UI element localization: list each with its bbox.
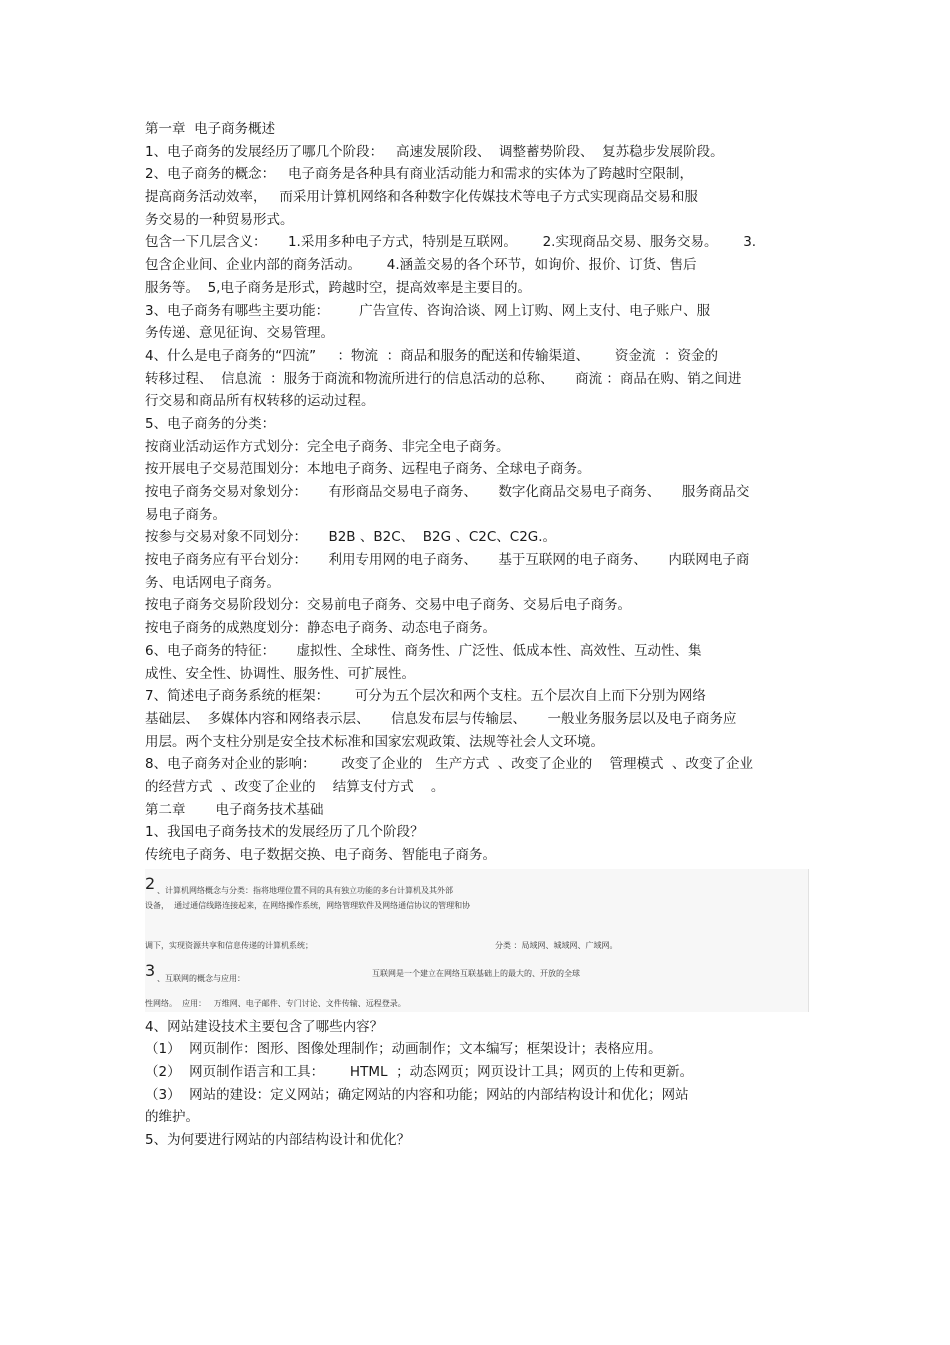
text-line: 按商业活动运作方式划分：完全电子商务、非完全电子商务。 [145,438,510,455]
text-line: 第一章 电子商务概述 [145,121,276,137]
scan-q3-number: 3 [145,960,156,980]
text-line: 用层。两个支柱分别是安全技术标准和国家宏观政策、法规等社会人文环境。 [145,733,604,750]
text-line: 5、电子商务的分类： [145,415,276,432]
text-line: 易电子商务。 [145,506,226,523]
text-line: 7、简述电子商务系统的框架： 可分为五个层次和两个支柱。五个层次自上而下分别为网络 [145,688,706,705]
text-line: 传统电子商务、电子数据交换、电子商务、智能电子商务。 [145,847,496,863]
text-line: 第二章 电子商务技术基础 [145,801,324,818]
text-line: （3） 网站的建设：定义网站；确定网站的内容和功能；网站的内部结构设计和优化；网站 [145,1086,689,1103]
text-line: 成性、安全性、协调性、服务性、可扩展性。 [145,665,415,682]
text-line: 6、电子商务的特征： 虚拟性、全球性、商务性、广泛性、低成本性、高效性、互动性、集 [145,642,702,659]
text-line: 2、电子商务的概念： 电子商务是各种具有商业活动能力和需求的实体为了跨越时空限制， [145,166,693,183]
scan-q2-line3b: 分类 ：局域网、城域网、广域网。 [495,940,618,950]
text-line: 8、电子商务对企业的影响： 改变了企业的 生产方式 、改变了企业的 管理模式 、改变了企业 [145,756,754,773]
scan-q2-number: 2 [145,873,156,893]
text-line: 包含企业间、企业内部的商务活动。 4.涵盖交易的各个环节，如询价、报价、订货、售后 [145,257,697,274]
text-line: 5、为何要进行网站的内部结构设计和优化？ [145,1132,411,1149]
text-line: 3、电子商务有哪些主要功能： 广告宣传、咨询洽谈、网上订购、网上支付、电子账户、服 [145,302,711,319]
scan-q2-line1: 、计算机网络概念与分类：指将地理位置不同的具有独立功能的多台计算机及其外部 [157,885,453,895]
text-line: 务、电话网电子商务。 [145,574,280,591]
scan-q3-line1b: 互联网是一个建立在网络互联基础上的最大的、开放的全球 [372,968,580,978]
document-page [145,118,810,1152]
text-line: （1） 网页制作：图形、图像处理制作；动画制作；文本编写；框架设计；表格应用。 [145,1041,662,1058]
text-line: 按电子商务应有平台划分： 利用专用网的电子商务、 基于互联网的电子商务、 内联网电子商 [145,552,750,569]
text-line: 1、我国电子商务技术的发展经历了几个阶段？ [145,824,424,841]
text-line: 基础层、 多媒体内容和网络表示层、 信息发布层与传输层、 一般业务服务层以及电子商务应 [145,710,737,727]
text-line: 包含一下几层含义： 1.采用多种电子方式，特别是互联网。 2.实现商品交易、服务交易。 3. [145,234,757,251]
text-line: 按电子商务交易阶段划分：交易前电子商务、交易中电子商务、交易后电子商务。 [145,597,631,614]
scan-q3-line1a: 、互联网的概念与应用： [157,973,245,983]
text-line: 按开展电子交易范围划分：本地电子商务、远程电子商务、全球电子商务。 [145,461,591,478]
text-line: 4、网站建设技术主要包含了哪些内容？ [145,1018,384,1035]
text-line: 务传递、意见征询、交易管理。 [145,325,334,342]
scan-q2-line2: 设备， 通过通信线路连接起来，在网络操作系统，网络管理软件及网络通信协议的管理和协 [145,900,471,910]
scanned-image-block [145,869,809,1012]
text-line: 按参与交易对象不同划分： B2B 、B2C、 B2G 、C2C、C2G.。 [145,529,557,546]
text-line: 按电子商务交易对象划分： 有形商品交易电子商务、 数字化商品交易电子商务、 服务商品交 [145,484,750,500]
text-line: （2） 网页制作语言和工具： HTML ；动态网页；网页设计工具；网页的上传和更新。 [145,1064,694,1081]
text-line: 的维护。 [145,1109,199,1126]
text-line: 1、电子商务的发展经历了哪几个阶段： 高速发展阶段、 调整蓄势阶段、 复苏稳步发展阶段。 [145,143,724,160]
text-line: 提高商务活动效率， 而采用计算机网络和各种数字化传媒技术等电子方式实现商品交易和服 [145,189,698,206]
text-line: 按电子商务的成熟度划分：静态电子商务、动态电子商务。 [145,620,496,637]
chapter-one-section [145,118,810,867]
scan-q3-line2: 性网络。 应用： 万维网、电子邮件、专门讨论、文件传输、远程登录。 [145,998,406,1008]
text-line: 的经营方式 、改变了企业的 结算支付方式 。 [145,778,445,795]
website-section [145,1016,810,1152]
text-line: 务交易的一种贸易形式。 [145,211,294,228]
text-line: 服务等。 5,电子商务是形式，跨越时空，提高效率是主要目的。 [145,279,531,296]
text-line: 4、什么是电子商务的“四流” ：物流 ：商品和服务的配送和传输渠道、 资金流 ：资金的 [145,347,718,364]
scan-q2-line3a: 调下，实现资源共享和信息传递的计算机系统； [145,940,313,950]
text-line: 行交易和商品所有权转移的运动过程。 [145,393,375,410]
text-line: 转移过程、 信息流 ：服务于商流和物流所进行的信息活动的总称、 商流 ：商品在购、销之间进 [145,370,742,387]
